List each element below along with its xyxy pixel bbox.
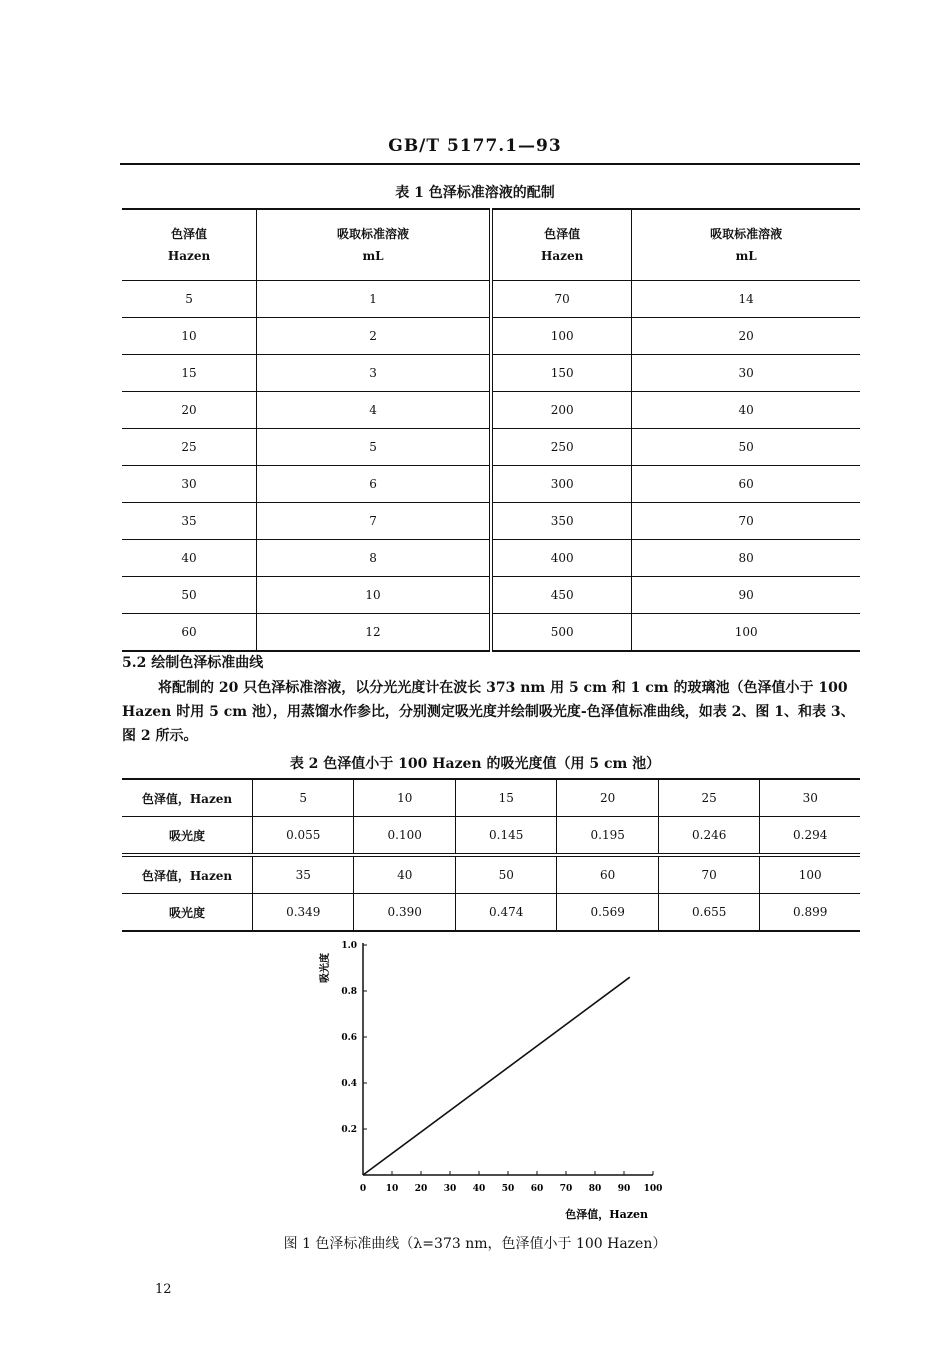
section-paragraph: 将配制的 20 只色泽标准溶液，以分光光度计在波长 373 nm 用 5 cm 和 1 cm 的玻璃池（色泽值小于 100 Hazen 时用 5 cm 池），用蒸馏水作参比，分别测定吸光度并绘制吸光度-色泽值标准曲线，如表 2、图 1、和表 3、图 2 所示。: [122, 680, 855, 744]
x-tick-label: 70: [559, 1184, 573, 1194]
table1-header-cell: 色泽值 Hazen: [122, 209, 257, 281]
table2-row-label: 色泽值，Hazen: [122, 855, 253, 894]
table2-cell: 0.899: [760, 894, 860, 932]
table1-cell: 20: [632, 318, 860, 355]
table2-cell: 0.100: [354, 817, 455, 856]
table2-cell: 0.294: [760, 817, 860, 856]
x-tick-label: 30: [443, 1184, 457, 1194]
table1-cell: 50: [632, 429, 860, 466]
x-axis-label: 色泽值，Hazen: [565, 1208, 648, 1221]
table2-caption: 表 2 色泽值小于 100 Hazen 的吸光度值（用 5 cm 池）: [289, 756, 661, 772]
table1-caption: 表 1 色泽标准溶液的配制: [395, 185, 555, 201]
table1-cell: 35: [122, 503, 257, 540]
table2-cell: 0.246: [658, 817, 759, 856]
section-heading: 5.2 绘制色泽标准曲线: [122, 655, 264, 671]
table2-row-label: 色泽值，Hazen: [141, 791, 233, 806]
x-tick-label: 60: [530, 1184, 544, 1194]
table1-cell: 10: [257, 577, 491, 614]
table2-cell: 35: [253, 855, 354, 894]
table2-cell: 70: [658, 855, 759, 894]
table2-cell: 30: [760, 779, 860, 817]
y-axis-label: 吸光度: [320, 953, 331, 983]
table1-cell: 7: [257, 503, 491, 540]
table1-cell: 350: [491, 503, 632, 540]
page-number: 12: [155, 1282, 172, 1297]
table2-cell: 0.055: [253, 817, 354, 856]
x-tick-label: 80: [588, 1184, 602, 1194]
x-tick-label: 90: [617, 1184, 631, 1194]
table1-row: [122, 392, 860, 429]
chart-axes: [363, 943, 653, 1175]
standard-header: GB/T 5177.1—93: [388, 136, 562, 156]
table1-cell: 40: [122, 540, 257, 577]
table1-row: [122, 429, 860, 466]
x-tick-label: 20: [414, 1184, 428, 1194]
table2-cell: 5: [253, 779, 354, 817]
table1: [122, 208, 860, 652]
table1-cell: 300: [491, 466, 632, 503]
x-tick-label: 50: [501, 1184, 515, 1194]
table2-cell: 15: [455, 779, 556, 817]
table1-row: [122, 614, 860, 652]
table1-cell: 60: [632, 466, 860, 503]
table2-cell: 100: [760, 855, 860, 894]
table1-cell: 40: [632, 392, 860, 429]
table2-cell: 0.655: [658, 894, 759, 932]
y-tick-label: 0.8: [341, 987, 357, 997]
table1-cell: 90: [632, 577, 860, 614]
table1-cell: 2: [257, 318, 491, 355]
table1-cell: 30: [632, 355, 860, 392]
table1-header-cell: 色泽值 Hazen: [491, 209, 632, 281]
y-tick-label: 0.4: [341, 1079, 357, 1089]
calibration-line: [363, 977, 630, 1175]
x-tick-label: 100: [643, 1184, 663, 1194]
table1-row: [122, 281, 860, 318]
table2-cell: 0.569: [557, 894, 658, 932]
chart-marks: [363, 977, 630, 1175]
table1-cell: 20: [122, 392, 257, 429]
table1-cell: 50: [122, 577, 257, 614]
table2-cell: 0.474: [455, 894, 556, 932]
table1-cell: 200: [491, 392, 632, 429]
x-tick-label: 10: [385, 1184, 399, 1194]
table1-cell: 70: [491, 281, 632, 318]
table1-cell: 1: [257, 281, 491, 318]
y-tick-label: 1.0: [341, 941, 357, 951]
table1-cell: 8: [257, 540, 491, 577]
absorbance-chart: [300, 935, 680, 1235]
table1-cell: 12: [257, 614, 491, 652]
table2-cell: 0.195: [557, 817, 658, 856]
table2-hazen-row: [122, 779, 860, 817]
table1-cell: 80: [632, 540, 860, 577]
table1-cell: 60: [122, 614, 257, 652]
table2-cell: 20: [557, 779, 658, 817]
x-tick-label: 0: [359, 1184, 367, 1194]
x-tick-label: 40: [472, 1184, 486, 1194]
table2-cell: 0.349: [253, 894, 354, 932]
table1-cell: 30: [122, 466, 257, 503]
table2-row-label: 吸光度: [122, 817, 253, 856]
table1-row: [122, 577, 860, 614]
table1-row: [122, 503, 860, 540]
y-tick-label: 0.2: [341, 1125, 357, 1135]
table2-cell: 10: [354, 779, 455, 817]
table1-cell: 250: [491, 429, 632, 466]
table1-row: [122, 466, 860, 503]
table1-cell: 70: [632, 503, 860, 540]
table2: [122, 778, 860, 932]
header-rule: [120, 163, 860, 165]
table1-cell: 6: [257, 466, 491, 503]
table1-cell: 150: [491, 355, 632, 392]
table1-row: [122, 318, 860, 355]
table1-cell: 5: [122, 281, 257, 318]
table1-header-row: [122, 209, 860, 281]
table2-cell: 50: [455, 855, 556, 894]
table1-cell: 450: [491, 577, 632, 614]
table1-cell: 5: [257, 429, 491, 466]
table1-row: [122, 540, 860, 577]
table1-cell: 10: [122, 318, 257, 355]
table2-cell: 25: [658, 779, 759, 817]
table2-cell: 40: [354, 855, 455, 894]
y-tick-label: 0.6: [341, 1033, 357, 1043]
table1-cell: 25: [122, 429, 257, 466]
table2-cell: 0.145: [455, 817, 556, 856]
table1-cell: 14: [632, 281, 860, 318]
table2-absorbance-row: [122, 894, 860, 932]
table1-cell: 4: [257, 392, 491, 429]
table2-absorbance-row: [122, 817, 860, 856]
table2-row-label: 吸光度: [122, 894, 253, 932]
table1-cell: 100: [491, 318, 632, 355]
table2-cell: 0.390: [354, 894, 455, 932]
table1-cell: 15: [122, 355, 257, 392]
table1-cell: 400: [491, 540, 632, 577]
table1-header-cell: 吸取标准溶液 mL: [632, 209, 860, 281]
figure1-caption: 图 1 色泽标准曲线（λ=373 nm，色泽值小于 100 Hazen）: [283, 1236, 667, 1252]
table1-cell: 500: [491, 614, 632, 652]
table1-cell: 100: [632, 614, 860, 652]
table2-cell: 60: [557, 855, 658, 894]
table2-hazen-row: [122, 855, 860, 894]
table1-cell: 3: [257, 355, 491, 392]
table1-row: [122, 355, 860, 392]
table1-header-cell: 吸取标准溶液 mL: [257, 209, 491, 281]
